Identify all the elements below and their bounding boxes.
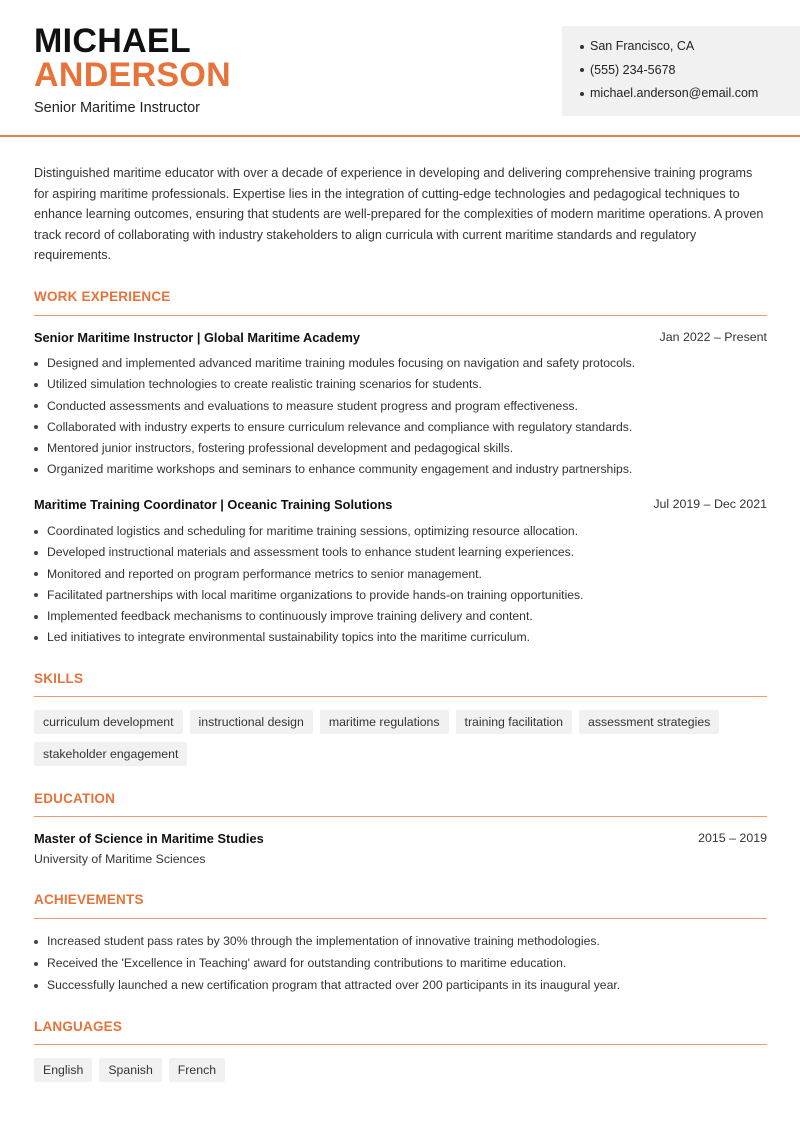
list-item (34, 630, 774, 651)
education-dates: 2015 – 2019 (698, 831, 767, 845)
contact-email-text: michael.anderson@email.com (590, 86, 759, 100)
bullet-icon (34, 593, 38, 597)
list-item (34, 441, 774, 462)
list-item (34, 377, 774, 398)
bullet-icon (34, 362, 38, 366)
list-item-text: Collaborated with industry experts to ensure curriculum relevance and compliance with regulatory standards. (47, 419, 633, 434)
list-item-text: Conducted assessments and evaluations to measure student progress and program effectiveness. (47, 398, 578, 413)
list-item (34, 420, 774, 441)
list-item (34, 934, 774, 956)
last-name: ANDERSON (34, 56, 231, 94)
skill-tag: instructional design (190, 710, 313, 734)
languages-tags (34, 1058, 774, 1082)
list-item-text: Successfully launched a new certification program that attracted over 200 participants in its inaugural year. (47, 978, 621, 992)
bullet-icon (34, 940, 38, 944)
education-header (34, 831, 767, 846)
section-title-education: EDUCATION (34, 791, 116, 806)
list-item-text: Coordinated logistics and scheduling for maritime training sessions, optimizing resource allocation. (47, 524, 579, 538)
skill-tag: assessment strategies (579, 710, 719, 734)
list-item (34, 956, 774, 978)
section-title-achievements: ACHIEVEMENTS (34, 892, 144, 907)
achievements-list (34, 934, 774, 1000)
bullet-icon (34, 425, 38, 429)
bullet-icon (34, 447, 38, 451)
list-item-text: Designed and implemented advanced maritime training modules focusing on navigation and safety protocols. (47, 356, 636, 370)
education-school: University of Maritime Sciences (34, 852, 206, 866)
list-item-text: Implemented feedback mechanisms to continuously improve training delivery and content. (47, 609, 533, 624)
list-item-text: Mentored junior instructors, fostering professional development and pedagogical skills. (47, 441, 514, 456)
job-header (34, 497, 767, 512)
contact-location-text: San Francisco, CA (590, 39, 695, 53)
job-role: Maritime Training Coordinator | Oceanic Training Solutions (34, 497, 393, 512)
section-divider (34, 918, 767, 919)
list-item-text: Received the 'Excellence in Teaching' award for outstanding contributions to maritime education. (47, 956, 567, 970)
bullet-icon (34, 962, 38, 966)
job-dates: Jul 2019 – Dec 2021 (653, 497, 767, 511)
section-title-work: WORK EXPERIENCE (34, 289, 171, 304)
summary: Distinguished maritime educator with over a decade of experience in developing and delivering comprehensive training programs for aspiring maritime professionals. Expertise lies in the integration of cutting-edge technologies and pedagogical techniques to enhance learning outcomes, ensuring that students are well-prepared for the complexities of modern maritime operations. A proven track record of collaborating with industry stakeholders to align curricula with current maritime standards and regulatory requirements. (34, 166, 764, 262)
skill-tag: stakeholder engagement (34, 742, 187, 766)
section-divider (34, 315, 767, 316)
job-bullets (34, 356, 774, 484)
section-title-languages: LANGUAGES (34, 1019, 123, 1034)
list-item (34, 588, 774, 609)
bullet-icon (34, 551, 38, 555)
section-divider (34, 816, 767, 817)
job-title: Senior Maritime Instructor (34, 100, 200, 116)
list-item (34, 462, 774, 483)
list-item (34, 545, 774, 566)
job-dates: Jan 2022 – Present (659, 330, 767, 344)
bullet-icon (34, 984, 38, 988)
section-title-skills: SKILLS (34, 671, 84, 686)
bullet-icon (34, 615, 38, 619)
section-divider (34, 1044, 767, 1045)
contact-box (562, 26, 800, 116)
job-bullets (34, 524, 774, 652)
contact-phone-text: (555) 234-5678 (590, 62, 676, 77)
list-item-text: Increased student pass rates by 30% through the implementation of innovative training methodologies. (47, 934, 600, 948)
bullet-icon (34, 572, 38, 576)
list-item-text: Monitored and reported on program performance metrics to senior management. (47, 566, 482, 581)
list-item (34, 567, 774, 588)
first-name: MICHAEL (34, 22, 191, 60)
list-item (34, 978, 774, 1000)
bullet-icon (580, 92, 584, 96)
language-tag: English (34, 1058, 92, 1082)
job-header (34, 330, 767, 345)
skill-tag: maritime regulations (320, 710, 449, 734)
list-item (34, 356, 774, 377)
education-degree: Master of Science in Maritime Studies (34, 831, 264, 846)
skills-tags (34, 710, 774, 766)
list-item-text: Organized maritime workshops and seminars to enhance community engagement and industry partnerships. (47, 462, 633, 477)
section-divider (34, 696, 767, 697)
job-role: Senior Maritime Instructor | Global Maritime Academy (34, 330, 360, 345)
bullet-icon (34, 383, 38, 387)
bullet-icon (580, 68, 584, 72)
contact-email (580, 86, 800, 110)
list-item-text: Developed instructional materials and assessment tools to enhance student learning experiences. (47, 545, 575, 560)
skill-tag: training facilitation (456, 710, 572, 734)
list-item-text: Led initiatives to integrate environmental sustainability topics into the maritime curriculum. (47, 630, 530, 645)
list-item (34, 609, 774, 630)
language-tag: French (169, 1058, 225, 1082)
bullet-icon (34, 468, 38, 472)
contact-location (580, 39, 800, 63)
skill-tag: curriculum development (34, 710, 183, 734)
list-item (34, 524, 774, 545)
bullet-icon (34, 530, 38, 534)
resume-header (0, 0, 800, 137)
bullet-icon (34, 636, 38, 640)
list-item (34, 399, 774, 420)
bullet-icon (580, 45, 584, 49)
contact-phone (580, 63, 800, 87)
list-item-text: Utilized simulation technologies to create realistic training scenarios for students. (47, 377, 482, 392)
language-tag: Spanish (99, 1058, 161, 1082)
bullet-icon (34, 404, 38, 408)
list-item-text: Facilitated partnerships with local maritime organizations to provide hands-on training opportunities. (47, 587, 584, 602)
